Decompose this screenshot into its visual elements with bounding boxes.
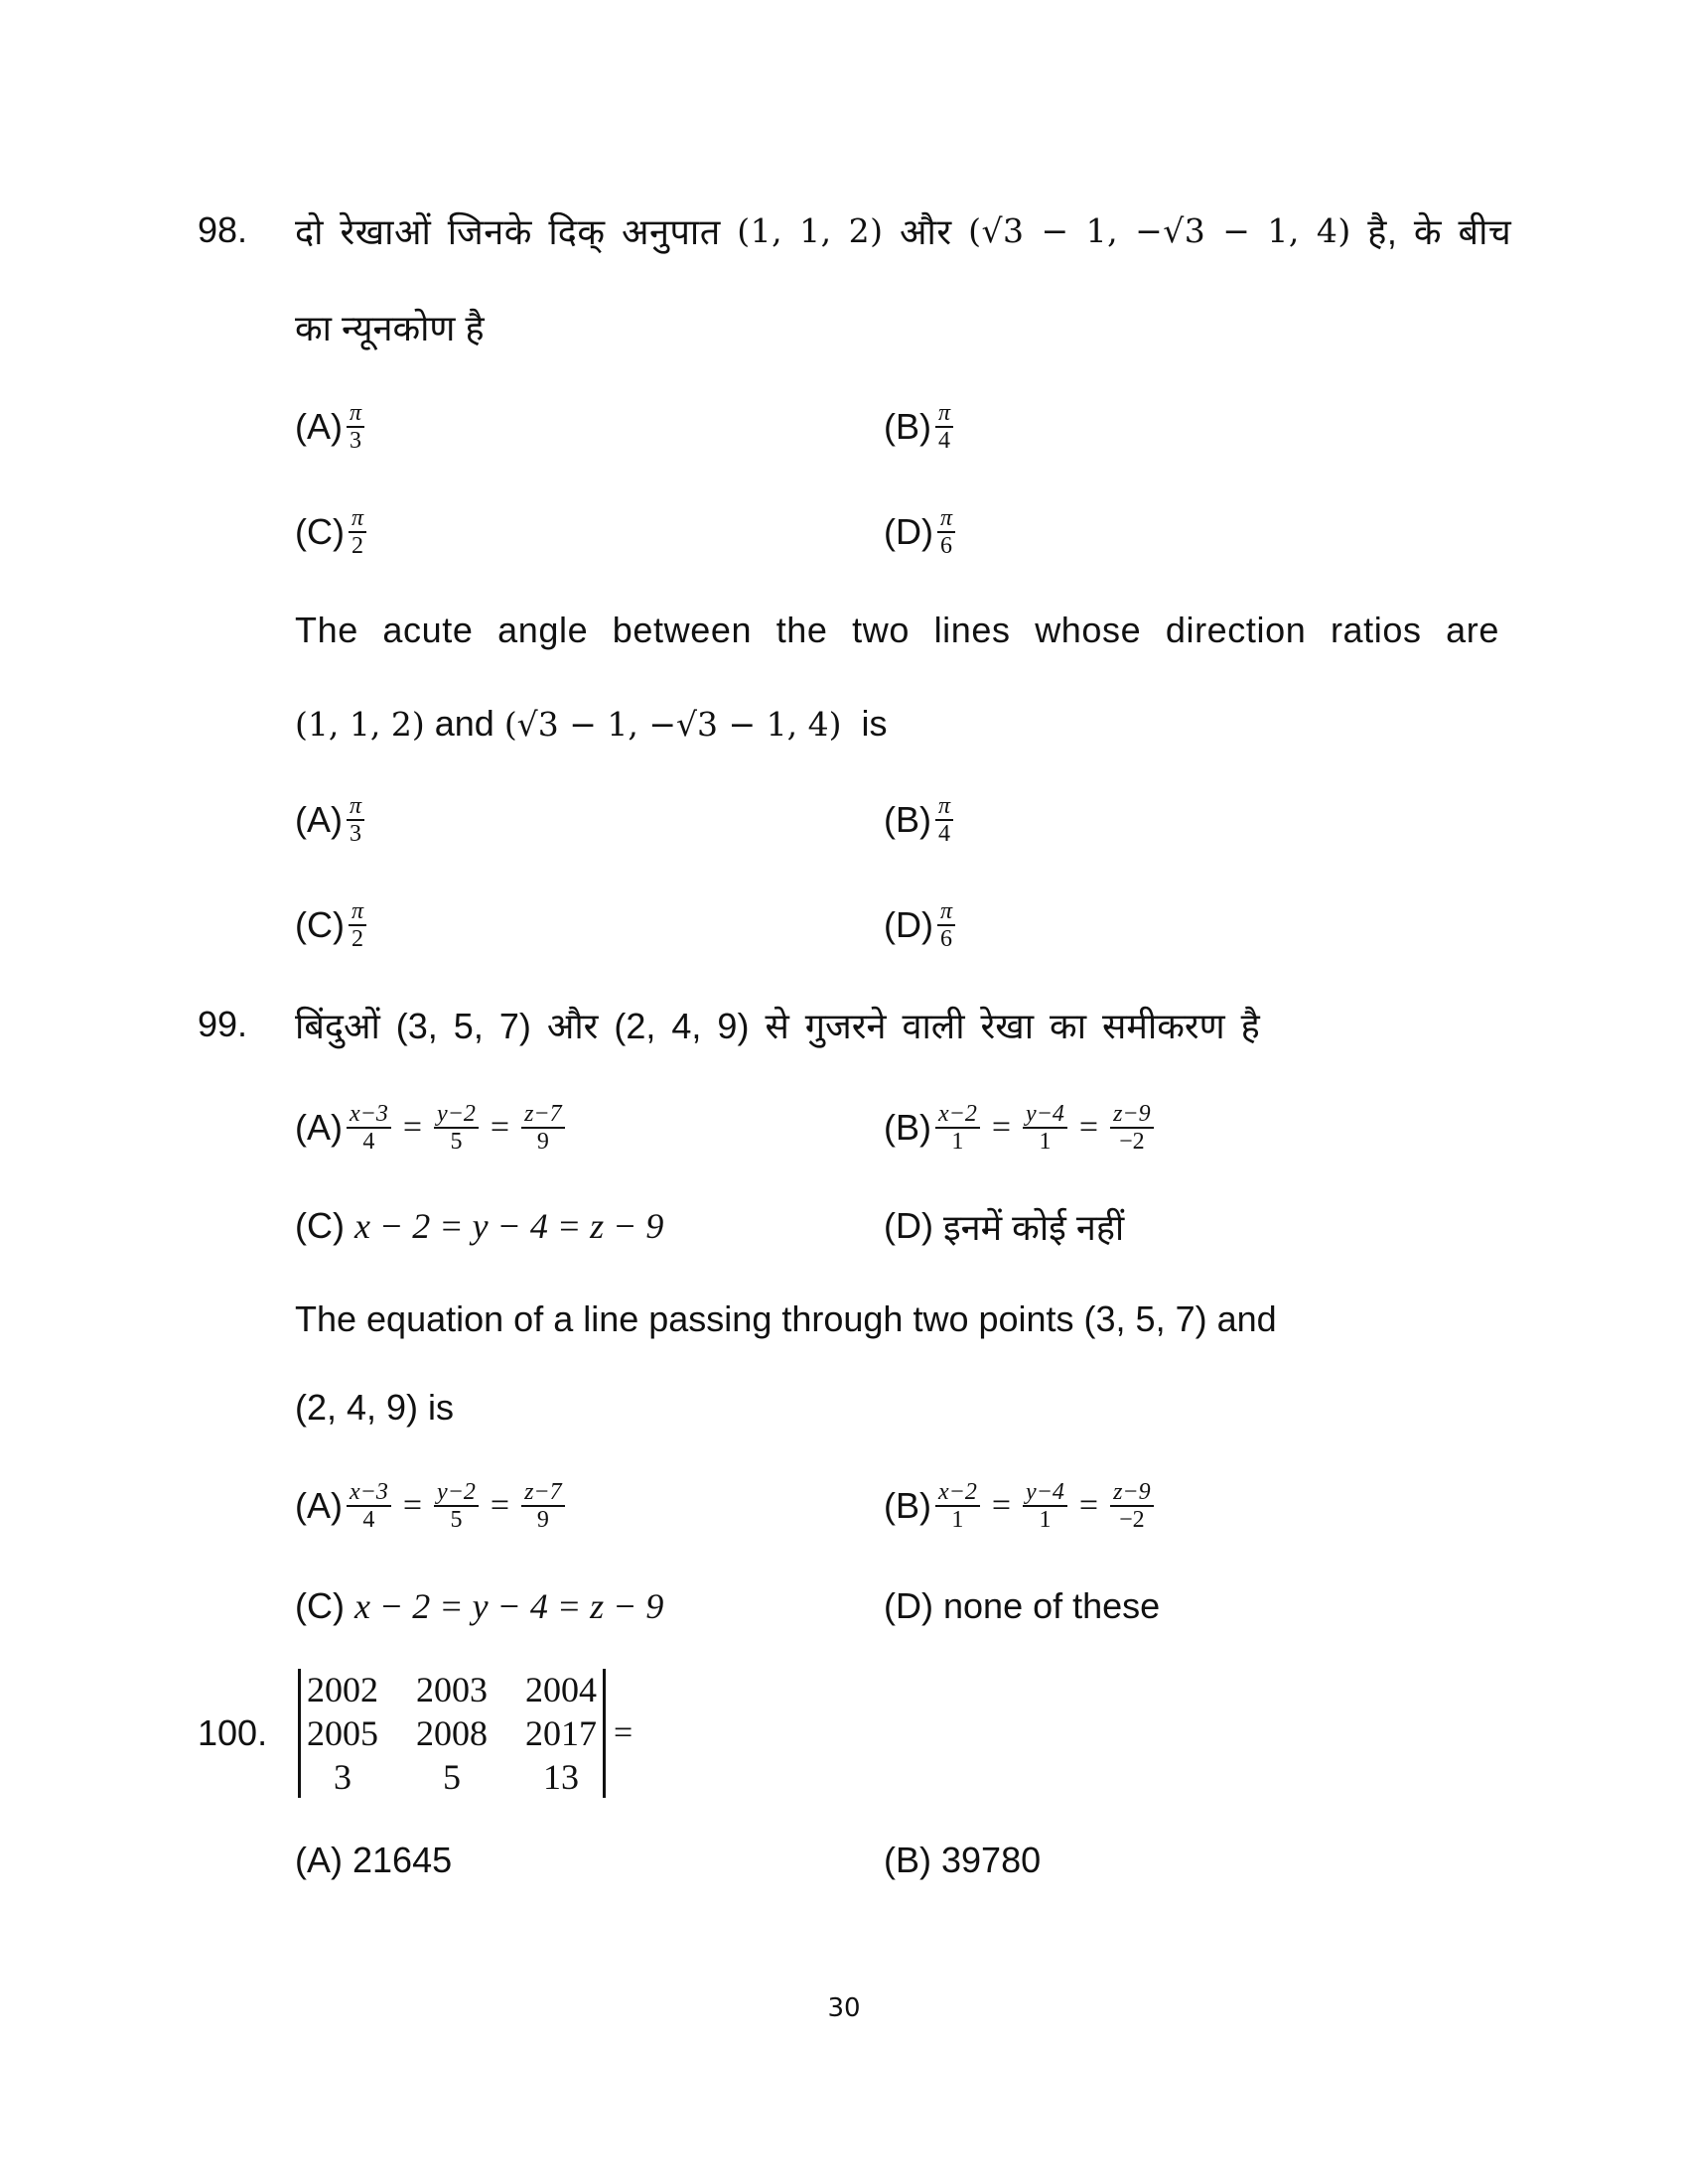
equals-sign: =	[490, 1487, 510, 1524]
equals-sign: =	[614, 1714, 633, 1751]
fraction	[521, 1479, 565, 1533]
fraction	[1023, 1479, 1067, 1533]
equation: x − 2 = y − 4 = z − 9	[354, 1206, 664, 1246]
matrix-cell: 2002	[307, 1670, 378, 1709]
denominator: 5	[450, 1507, 463, 1533]
ratio-2: (√3 − 1, −√3 − 1, 4)	[968, 210, 1351, 250]
numerator: π	[935, 793, 953, 821]
hindi-text: दो रेखाओं जिनके दिक् अनुपात	[295, 210, 721, 252]
matrix-cell: 2005	[307, 1713, 378, 1753]
denominator: 2	[352, 533, 363, 559]
denominator: 6	[940, 533, 952, 559]
numerator: x−3	[347, 1479, 391, 1507]
equals-sign: =	[991, 1487, 1012, 1524]
denominator: 1	[951, 1507, 964, 1533]
option-label: (C)	[295, 1585, 345, 1626]
fraction	[935, 1101, 980, 1155]
numerator: z−9	[1110, 1101, 1154, 1129]
option-label: (B)	[884, 1840, 931, 1880]
q98-hindi-stem-line2	[295, 297, 485, 356]
option-label: (A)	[295, 406, 343, 447]
option-label: (D)	[884, 1205, 933, 1246]
denominator: 3	[350, 428, 362, 454]
numerator: y−2	[434, 1101, 479, 1129]
option-label: (C)	[295, 511, 345, 552]
q100-option-b[interactable]	[884, 1831, 1041, 1890]
q99-hindi-stem	[295, 995, 1260, 1054]
equals-sign: =	[1078, 1109, 1099, 1146]
ratio-1: (1, 1, 2)	[737, 210, 884, 250]
q100-number	[198, 1704, 267, 1763]
q98-option-a[interactable]	[295, 397, 368, 457]
q99-option-d[interactable]	[884, 1196, 1124, 1256]
denominator: −2	[1119, 1507, 1145, 1533]
q98-option-c-en[interactable]	[295, 895, 370, 955]
q98-number	[198, 201, 247, 260]
option-text: इनमें कोई नहीं	[943, 1206, 1125, 1248]
hindi-text: का न्यूनकोण है	[295, 307, 485, 348]
option-label: (A)	[295, 799, 343, 840]
option-label: (A)	[295, 1107, 343, 1148]
equals-sign: =	[490, 1109, 510, 1146]
denominator: 6	[940, 926, 952, 952]
fraction	[935, 793, 953, 847]
q98-english-stem-line1	[295, 601, 1500, 660]
option-value: 21645	[352, 1840, 453, 1880]
english-text: The acute angle between the two lines whose direction ratios are	[295, 610, 1500, 650]
hindi-text: बिंदुओं (3, 5, 7) और (2, 4, 9) से गुजरने वाली रेखा का समीकरण है	[295, 1005, 1260, 1046]
q99-option-b-en[interactable]	[884, 1476, 1158, 1536]
fraction	[1110, 1101, 1154, 1155]
numerator: π	[349, 505, 366, 533]
fraction	[935, 1479, 980, 1533]
matrix-cell: 2003	[416, 1670, 488, 1709]
denominator: 1	[1039, 1129, 1052, 1155]
numerator: z−9	[1110, 1479, 1154, 1507]
english-is: is	[861, 703, 888, 744]
denominator: 4	[938, 821, 951, 847]
option-label: (B)	[884, 1107, 931, 1148]
option-label: (D)	[884, 511, 933, 552]
equals-sign: =	[402, 1109, 423, 1146]
q99-number	[198, 995, 247, 1054]
numerator: z−7	[521, 1479, 565, 1507]
ratio-1: (1, 1, 2)	[295, 704, 425, 744]
matrix-cell: 3	[334, 1757, 352, 1797]
option-label: (A)	[295, 1485, 343, 1526]
fraction	[349, 898, 366, 952]
fraction	[434, 1101, 479, 1155]
fraction	[347, 400, 364, 454]
q98-option-b[interactable]	[884, 397, 957, 457]
denominator: 2	[352, 926, 363, 952]
q99-option-d-en[interactable]	[884, 1576, 1160, 1636]
fraction	[521, 1101, 565, 1155]
option-value: 39780	[941, 1840, 1042, 1880]
fraction	[1023, 1101, 1067, 1155]
fraction	[347, 793, 364, 847]
page-number: 30	[827, 1993, 861, 2023]
equation: x − 2 = y − 4 = z − 9	[354, 1586, 664, 1626]
option-label: (B)	[884, 1485, 931, 1526]
denominator: 4	[362, 1129, 375, 1155]
option-label: (B)	[884, 799, 931, 840]
denominator: 4	[362, 1507, 375, 1533]
denominator: 1	[1039, 1507, 1052, 1533]
english-and: and	[434, 703, 494, 744]
equals-sign: =	[402, 1487, 423, 1524]
fraction	[1110, 1479, 1154, 1533]
fraction	[935, 400, 953, 454]
matrix-grid	[301, 1668, 603, 1799]
english-text: The equation of a line passing through two points (3, 5, 7) and	[295, 1298, 1277, 1339]
option-label: (D)	[884, 904, 933, 945]
fraction	[937, 505, 955, 559]
q99-english-stem-line2	[295, 1378, 454, 1437]
determinant-right-bar	[603, 1669, 606, 1798]
fraction	[347, 1101, 391, 1155]
option-text: none of these	[943, 1585, 1161, 1626]
q98-english-stem-line2	[295, 694, 887, 753]
determinant	[298, 1668, 640, 1799]
q98-option-c[interactable]	[295, 502, 370, 562]
option-label: (B)	[884, 406, 931, 447]
numerator: y−4	[1023, 1101, 1067, 1129]
option-label: (C)	[295, 904, 345, 945]
q100-option-a[interactable]	[295, 1831, 452, 1890]
numerator: x−2	[935, 1101, 980, 1129]
numerator: y−2	[434, 1479, 479, 1507]
equals-sign: =	[991, 1109, 1012, 1146]
denominator: 9	[536, 1129, 549, 1155]
option-label: (C)	[295, 1205, 345, 1246]
question-number: 100.	[198, 1712, 268, 1753]
denominator: 9	[536, 1507, 549, 1533]
hindi-text-end: है, के बीच	[1367, 210, 1512, 252]
numerator: y−4	[1023, 1479, 1067, 1507]
numerator: z−7	[521, 1101, 565, 1129]
numerator: π	[349, 898, 366, 926]
q98-hindi-stem-line1	[295, 201, 1511, 260]
denominator: 1	[951, 1129, 964, 1155]
q98-option-d[interactable]	[884, 502, 959, 562]
fraction	[347, 1479, 391, 1533]
q99-option-c[interactable]	[295, 1196, 663, 1256]
q99-option-b[interactable]	[884, 1098, 1158, 1158]
fraction	[434, 1479, 479, 1533]
equals-sign: =	[1078, 1487, 1099, 1524]
english-text: (2, 4, 9) is	[295, 1387, 455, 1428]
matrix-cell: 5	[443, 1757, 461, 1797]
numerator: π	[935, 400, 953, 428]
question-number: 99.	[198, 1004, 248, 1044]
matrix-cell: 2017	[525, 1713, 597, 1753]
q98-option-d-en[interactable]	[884, 895, 959, 955]
q98-option-b-en[interactable]	[884, 790, 957, 850]
matrix-cell: 2004	[525, 1670, 597, 1709]
hindi-and: और	[900, 210, 952, 252]
numerator: π	[347, 793, 364, 821]
q99-option-a[interactable]	[295, 1098, 569, 1158]
fraction	[937, 898, 955, 952]
matrix-cell: 2008	[416, 1713, 488, 1753]
option-label: (A)	[295, 1840, 343, 1880]
question-number: 98.	[198, 209, 248, 250]
q99-english-stem-line1	[295, 1290, 1277, 1349]
denominator: 5	[450, 1129, 463, 1155]
numerator: π	[937, 505, 955, 533]
denominator: 3	[350, 821, 362, 847]
numerator: x−2	[935, 1479, 980, 1507]
option-label: (D)	[884, 1585, 933, 1626]
numerator: π	[347, 400, 364, 428]
matrix-cell: 13	[543, 1757, 579, 1797]
numerator: π	[937, 898, 955, 926]
fraction	[349, 505, 366, 559]
q99-option-a-en[interactable]	[295, 1476, 569, 1536]
ratio-2: (√3 − 1, −√3 − 1, 4)	[503, 704, 842, 744]
denominator: −2	[1119, 1129, 1145, 1155]
denominator: 4	[938, 428, 951, 454]
q99-option-c-en[interactable]	[295, 1576, 663, 1636]
numerator: x−3	[347, 1101, 391, 1129]
q98-option-a-en[interactable]	[295, 790, 368, 850]
